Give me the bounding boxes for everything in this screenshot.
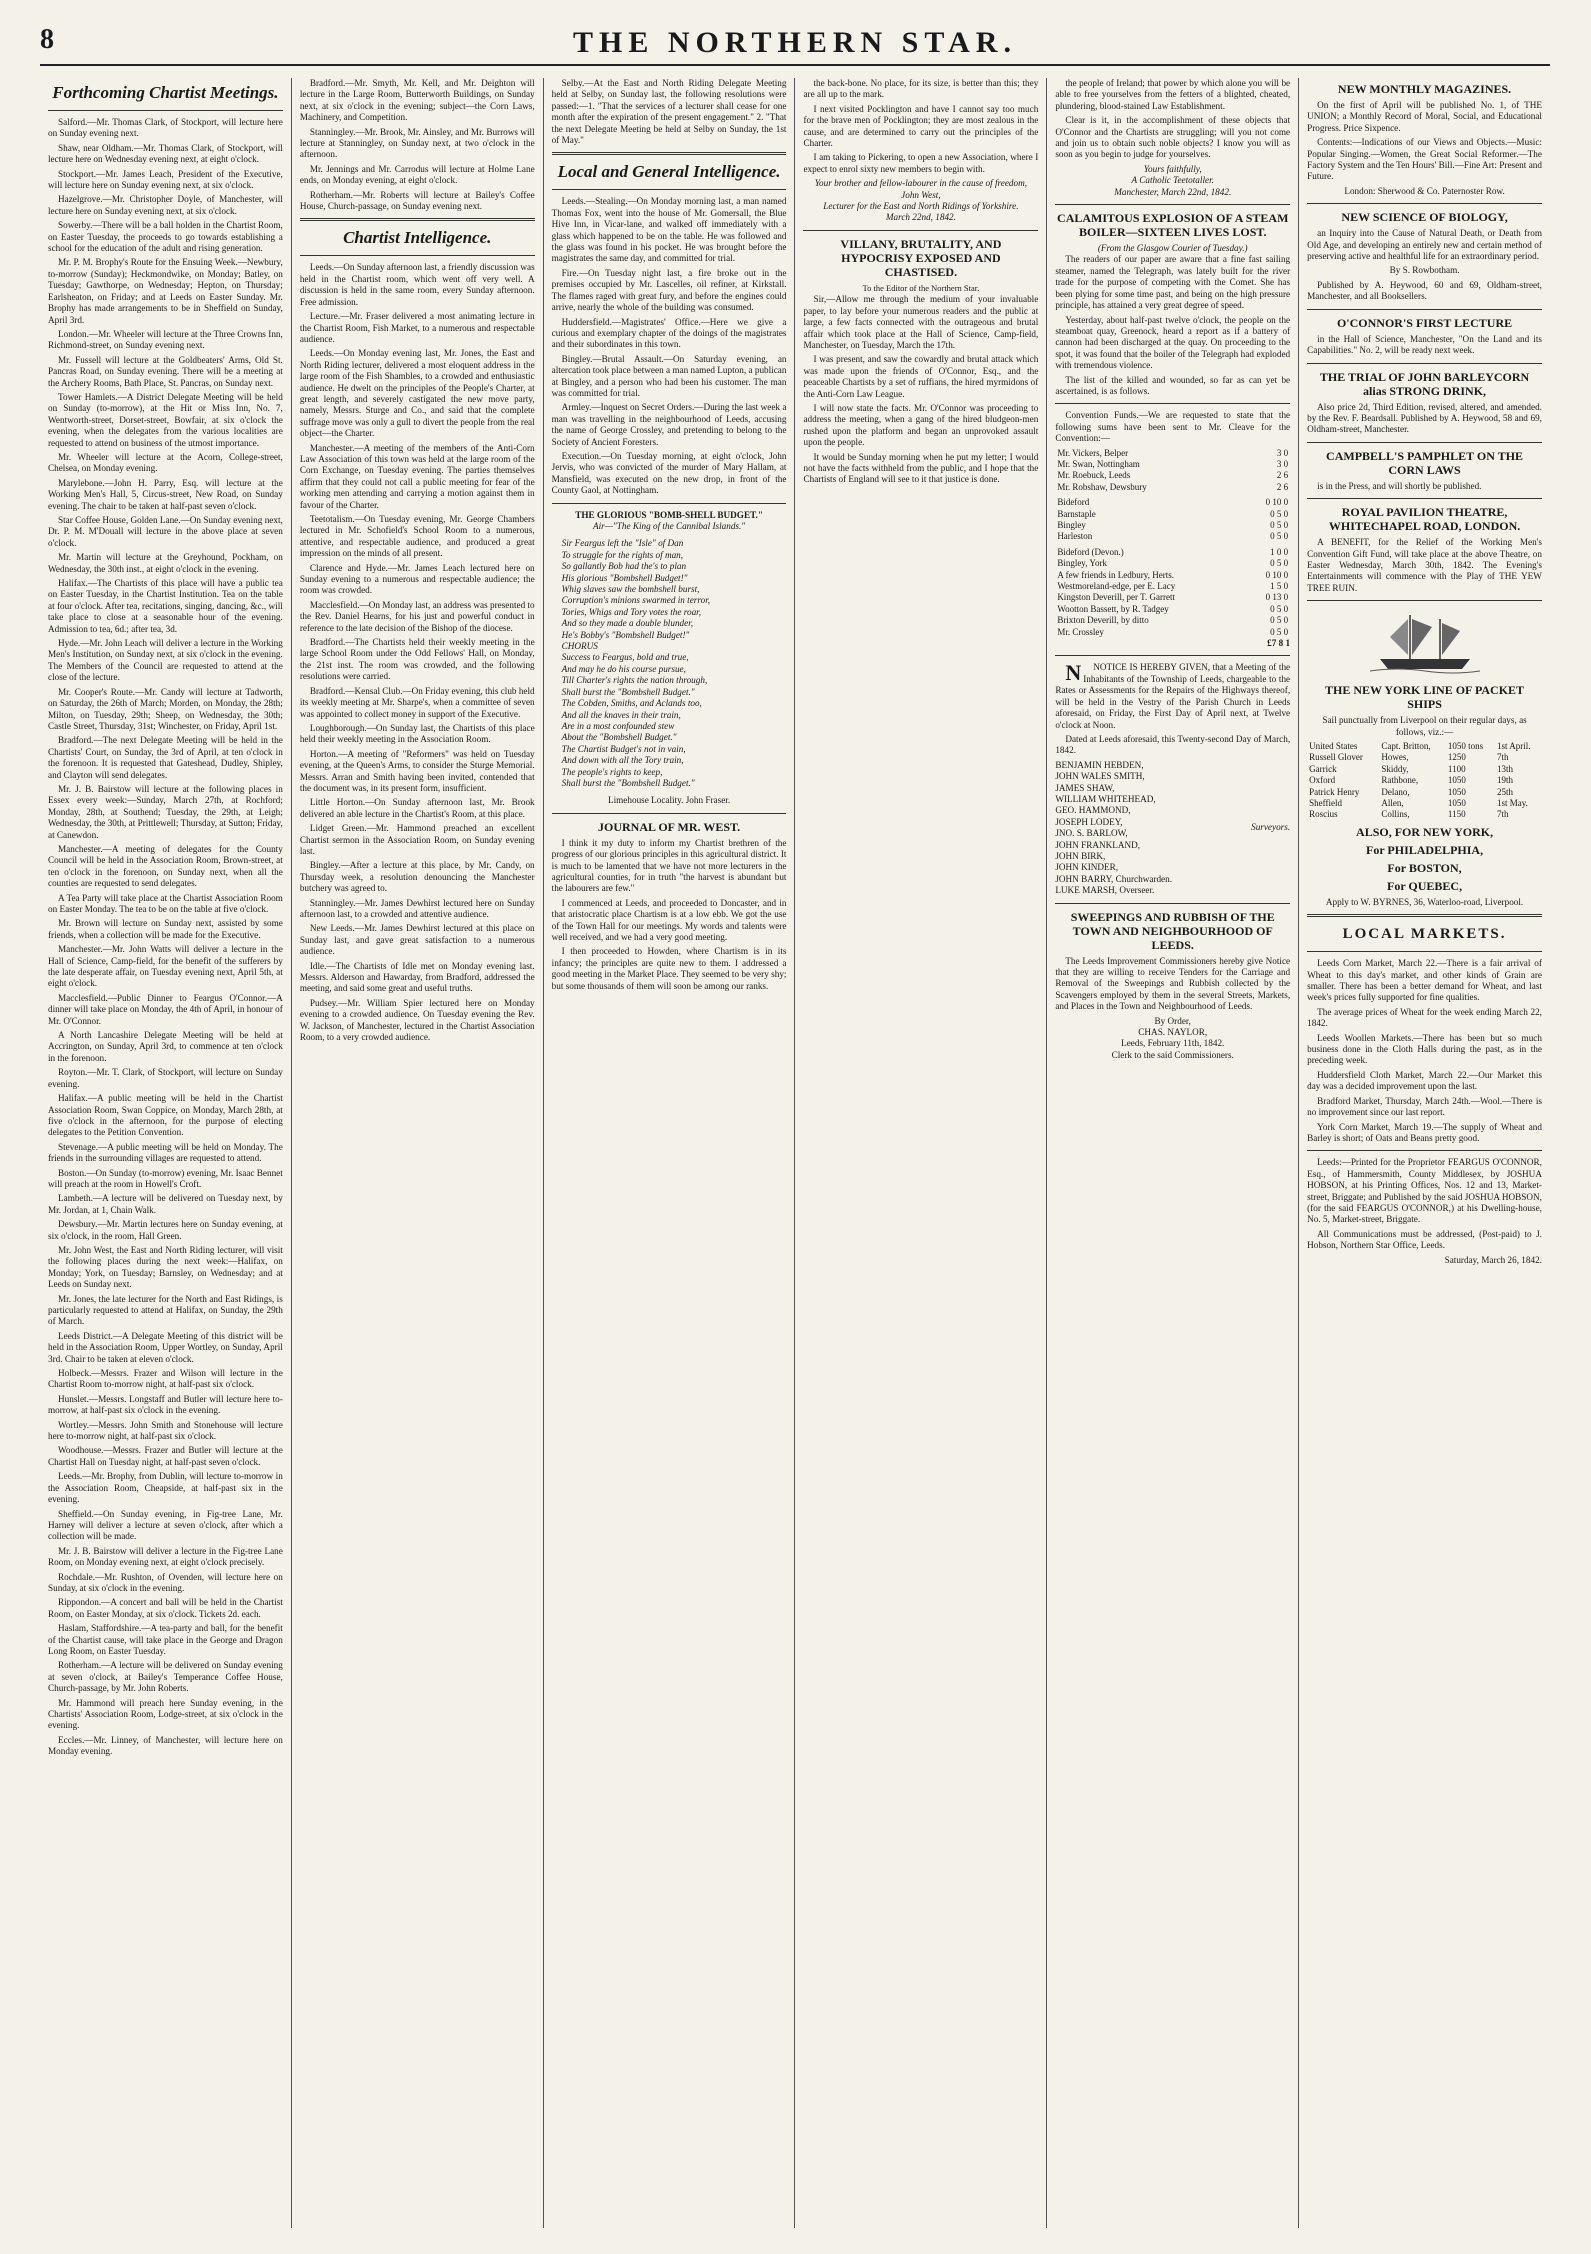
surveyor-name: JOHN WALES SMITH, [1055, 771, 1145, 782]
fund-row [1055, 497, 1290, 508]
section-heading: Local and General Intelligence. [557, 162, 781, 182]
letter-continued [1055, 78, 1290, 161]
meeting-notice: Manchester.—Mr. John Watts will deliver a lecture in the Hall of Science, Camp-field, for the benefit of the sufferers by the late desperate affair, on Tuesday evening next, April 5th, at eight o'clock. [48, 944, 283, 989]
meeting-notice: Woodhouse.—Messrs. Frazer and Butler will lecture at the Chartist Hall on Tuesday night, at half-past seven o'clock. [48, 1445, 283, 1467]
ship-captain: Capt. Britton, [1381, 740, 1431, 751]
fund-row [1055, 520, 1290, 531]
ship-row [1307, 752, 1542, 763]
intelligence-item: Little Horton.—On Sunday afternoon last, Mr. Brook delivered an able lecture in the Chartist's Room, at this place. [299, 797, 535, 819]
meeting-notice: Rotherham.—Mr. Roberts will lecture at Bailey's Coffee House, Church-passage, on Sunday evening next. [299, 189, 535, 212]
meeting-notice: Haslam, Staffordshire.—A tea-party and ball, for the benefit of the Chartist cause, will take place in the George and Dragon Long Room, on Easter Tuesday. [48, 1623, 283, 1656]
fund-name: A few friends in Ledbury, Herts. [1057, 569, 1174, 580]
ship-row [1307, 787, 1542, 798]
poem-line: Whig slaves saw the bombshell burst, [561, 584, 700, 595]
fund-row [1055, 558, 1290, 569]
surveyor-name: LUKE MARSH, Overseer. [1055, 885, 1155, 896]
ship-tons: 1050 [1447, 798, 1466, 808]
ship-row [1307, 775, 1542, 786]
meeting-notice: Mr. P. M. Brophy's Route for the Ensuing Week.—Newbury, to-morrow (Sunday); Heckmondwike, on Monday; Batley, on Tuesday; Gawthorpe, on Wednesday; Hepton, on Thursday; Earlsheaton, on Friday; and at Leeds on Easter Sunday. Mr. Brophy has made arrangements to be in Sheffield on Sunday, April 3rd. [48, 257, 283, 325]
market-report: Leeds Corn Market, March 22.—There is a fair arrival of Wheat to this day's market, and other kinds of Grain are smaller. There has been a better demand for Wheat, and last week's prices fully supported for fine qualities. [1307, 958, 1542, 1003]
fund-amount: 0 13 0 [1265, 592, 1289, 603]
section-heading: Chartist Intelligence. [343, 228, 492, 248]
intelligence-item: Stanningley.—Mr. James Dewhirst lectured here on Sunday afternoon last, to a crowded and attentive audience. [299, 897, 535, 919]
market-report: Bradford Market, Thursday, March 24th.—Wool.—There is no improvement since our last report. [1307, 1095, 1542, 1118]
meeting-notice: Macclesfield.—Public Dinner to Feargus O'Connor.—A dinner will take place on Monday, the 4th of April, in honour of Mr. O'Connor. [48, 992, 283, 1026]
ship-name: United States [1309, 740, 1358, 751]
poem-line: And all the knaves in their train, [561, 709, 681, 720]
poem-line: Shall burst the "Bombshell Budget." [561, 686, 695, 697]
poem-line: Tories, Whigs and Tory votes the roar, [561, 606, 702, 617]
masthead [40, 24, 1550, 66]
fund-amount: 0 5 0 [1270, 520, 1289, 530]
calamity-text [1055, 254, 1290, 397]
ship-icon [1370, 607, 1480, 677]
calamity-subheading: (From the Glasgow Courier of Tuesday.) [1097, 243, 1248, 254]
column-3 [544, 78, 796, 2228]
ships-table [1307, 741, 1542, 821]
local-intelligence-list [552, 196, 787, 496]
funds-table [1055, 547, 1290, 638]
funds-heading: Convention Funds.—We are requested to state that the following sums have been sent to Mr. Cleave for the Convention:— [1055, 410, 1291, 444]
poem-subtitle: Air—"The King of the Cannibal Islands." [592, 521, 746, 531]
local-item: Execution.—On Tuesday morning, at eight o'clock, John Jervis, who was convicted of the murder of Mary Hallam, at Mansfield, was executed on the new drop, in front of the County Gaol, at Nottingham. [551, 450, 787, 496]
fund-row [1055, 482, 1290, 493]
ship-date: 13th [1497, 763, 1514, 774]
meeting-notice: Shaw, near Oldham.—Mr. Thomas Clark, of Stockport, will lecture here on Wednesday evening next, at eight o'clock. [48, 142, 283, 165]
meeting-notice: Dewsbury.—Mr. Martin lectures here on Sunday evening, at six o'clock, in the room, Hall Green. [48, 1219, 283, 1241]
theatre-heading: ROYAL PAVILION THEATRE, WHITECHAPEL ROAD, LONDON. [1328, 505, 1521, 534]
fund-amount: 0 5 0 [1270, 603, 1289, 614]
poem-line: And down with all the Tory train, [561, 755, 684, 766]
fund-amount: 0 10 0 [1265, 497, 1289, 508]
ship-tons: 1250 [1447, 752, 1466, 763]
magazine-contents: Contents:—Indications of our Views and Objects.—Music: Popular Singing.—Women, the Great Social Reformer.—The Factory System and the Ten Hours' Bill.—Fine Art: Present and Future. [1307, 137, 1542, 182]
fund-row [1055, 448, 1290, 459]
meeting-notice: A North Lancashire Delegate Meeting will be held at Accrington, on Sunday, April 3rd, to commence at ten o'clock in the forenoon. [48, 1030, 283, 1063]
oconnor-heading: O'CONNOR'S FIRST LECTURE [1336, 315, 1513, 330]
fund-amount: 1 5 0 [1270, 581, 1289, 592]
ship-row [1307, 809, 1542, 820]
villany-subheading: To the Editor of the Northern Star. [862, 282, 980, 293]
poem-line: Corruption's minions swarmed in terror, [561, 595, 711, 606]
intelligence-item: Teetotalism.—On Tuesday evening, Mr. George Chambers lectured in Mr. Schofield's School Room to a numerous, attentive, and respectable audience, and produced a great impression on the minds of all present. [299, 514, 535, 559]
fund-amount: 0 5 0 [1270, 615, 1289, 626]
fund-name: Barnstaple [1057, 508, 1096, 519]
meeting-notice: Mr. Jennings and Mr. Carrodus will lecture at Holme Lane ends, on Monday evening, at eight o'clock. [299, 163, 535, 186]
fund-name: Mr. Vickers, Belper [1057, 447, 1129, 458]
surveyor-name: GEO. HAMMOND, [1055, 805, 1131, 816]
notice-heading: NOTICE IS HEREBY GIVEN, [1093, 662, 1210, 673]
news-paragraph: The list of the killed and wounded, so far as can yet be ascertained, is as follows. [1055, 374, 1291, 396]
imprint-note: All Communications must be addressed, (Post-paid) to J. Hobson, Northern Star Office, Leeds. [1307, 1228, 1542, 1251]
imprint: Leeds:—Printed for the Proprietor FEARGUS O'CONNOR, Esq., of Hammersmith, County Middlesex, by JOSHUA HOBSON, at his Printing Offices, Nos. 12 and 13, Market-street, Briggate; and Published by the said JOSHUA HOBSON, (for the said FEARGUS O'CONNOR,) at his Dwelling-house, No. 5, Market-street, Briggate. [1307, 1157, 1542, 1225]
letter-paragraph: It would be Sunday morning when he put my letter; I would not have the facts withheld from the public, and I hope that the Chartists of England will see to it that justice is done. [803, 451, 1039, 485]
meeting-notice: Bradford.—The next Delegate Meeting will be held in the Chartists' Court, on Sunday, the 3rd of April, at ten o'clock in the forenoon. It is requested that Gateshead, Dudley, Shipley, and Clayton will send delegates. [48, 735, 283, 780]
surveyor-name: JOHN KINDER, [1055, 862, 1119, 873]
ship-tons: 1050 tons [1447, 740, 1484, 751]
intelligence-item: Selby.—At the East and North Riding Delegate Meeting held at Selby, on Sunday last, the following resolutions were passed:—1. "That the services of a lecturer shall cease for one month after the expiration of the present engagement." 2. "That the next Delegate Meeting be held at Selby on Sunday, the 1st of May." [551, 78, 787, 146]
poem-line: Sir Feargus left the "Isle" of Dan [561, 538, 684, 549]
poem-author: Limehouse Locality. John Fraser. [608, 795, 731, 806]
meetings-list [48, 117, 283, 1758]
trial-text: Also price 2d, Third Edition, revised, altered, and amended. by the Rev. F. Beardsall. Published by A. Heywood, 58 and 69, Oldham-street, Manchester. [1307, 401, 1542, 435]
fund-amount: 0 5 0 [1270, 508, 1289, 519]
notice-text: that a Meeting of the Inhabitants of the Township of Leeds, chargeable to the Rates or Assessments for the Repairs of the Highways thereof, will be held in the Vestry of the Parish Church in Leeds aforesaid, on Friday, the First Day of April next, at Twelve o'clock at Noon. [1055, 662, 1291, 730]
poem-line: Are in a most confounded stew [561, 720, 675, 731]
biology-publisher: Published by A. Heywood, 60 and 69, Oldham-street, Manchester, and all Booksellers. [1307, 279, 1542, 302]
ship-date: 25th [1497, 786, 1514, 797]
letter-paragraph: Clear is it, in the accomplishment of these objects that O'Connor and the Chartists are struggling; will you not come and join us to obtain such noble objects? I know you will as soon as you begin to judge for yourselves. [1055, 115, 1291, 160]
fund-row [1055, 581, 1290, 592]
letter-paragraph: the back-bone. No place, for its size, is better than this; they are all up to the mark. [803, 78, 1039, 100]
quebec-heading: For QUEBEC, [1386, 878, 1463, 893]
letter-paragraph: Sir,—Allow me through the medium of your invaluable paper, to lay before your numerous readers and the public at large, a few facts connected with the outrageous and brutal affair which took place at the Hall of Science, Camp-field, Manchester, on Tuesday, March the 17th. [803, 294, 1039, 350]
intelligence-item: Bradford.—The Chartists held their weekly meeting in the large School Room under the Odd Fellows' Hall, on Monday, the 21st inst. The room was crowded, and the following resolutions were carried. [299, 637, 535, 682]
meeting-notice: Rochdale.—Mr. Rushton, of Ovenden, will lecture here on Sunday, at six o'clock in the evening. [48, 1571, 283, 1593]
news-paragraph: Yesterday, about half-past twelve o'clock, the people on the steamboat quay, Greenock, heard a report as if a battery of cannon had been discharged at the quay. On proceeding to the spot, it was found that the boiler of the Telegraph had exploded with tremendous violence. [1055, 314, 1291, 371]
meeting-notice: Rotherham.—A lecture will be delivered on Sunday evening at seven o'clock, at Bailey's Temperance Coffee House, Church-passage, by Mr. John Roberts. [48, 1660, 283, 1694]
campbell-text: is in the Press, and will shortly be published. [1317, 480, 1482, 491]
meeting-notice: Eccles.—Mr. Linney, of Manchester, will lecture here on Monday evening. [48, 1734, 283, 1757]
intelligence-item: Bingley.—After a lecture at this place, by Mr. Candy, on Thursday week, a resolution denouncing the Manchester butchery was agreed to. [299, 860, 535, 894]
packet-subheading: Sail punctually from Liverpool on their regular days, as follows, viz.:— [1322, 715, 1527, 737]
ship-name: Oxford [1309, 775, 1336, 786]
markets-heading: LOCAL MARKETS. [1342, 926, 1507, 943]
fund-amount: 1 0 0 [1270, 546, 1289, 557]
fund-amount: 2 6 [1276, 481, 1289, 492]
column-5: the people of Ireland; that power by which alone you will be able to free yourselves from the fetters of a blighted, cheated, plundering, blood-stained Law Establishment. Clear is it, in the accomplishment of these objects that O'Connor and the Chartists are struggling; will you not come and join us to obtain such noble objects? I know you will as soon as you begin to judge for yourselves. Yours faithfully, A Catholic Teetotaller. Manchester, March 22nd, 1842. CALAMITOUS EXPLOSION OF A STEAM BOILER—SIXTEEN LIVES LOST. (From the Glasgow Courier of Tuesday.) The readers of our paper are aware that a fine fast sailing steamer, named the Telegraph, was lately built for the river trade for the purpose of competing with the Comet. She has been plying for some time past, and being on the high pressure principle, has attained a very great degree of speed. Yesterday, about half-past twelve o'clock, the people on the steamboat quay, Greenock, heard a report as if a battery of cannon had been discharged at the quay. On proceeding to the spot, it was found that the boiler of the Telegraph had exploded with tremendous violence. The list of the killed and wounded, so far as can yet be ascertained, is as follows. Convention Funds.—We are requested to state that the following sums have been sent to Mr. Cleave for the Convention:— Mr. Vickers, Belper 3 0 Mr. Swan, Nottingham 3 0 Mr. Roebuck, Leeds 2 6 Mr. Robshaw, Dewsbury 2 6 Bideford 0 10 0 Barnstaple 0 5 0 Bingley 0 5 0 Harleston 0 5 0 Bideford (Devon.) 1 0 0 Bingley, York 0 5 0 A few friends in Ledbury, Herts. 0 10 0 Westmoreland-edge, per E. Lacy 1 5 0 Kingston Deverill, per T. Garrett 0 13 0 Wootton Bassett, by R. Tadgey 0 5 0 Brixton Deverill, by ditto 0 5 0 Mr. Crossley 0 5 0 £7 8 1 N NOTICE IS HEREBY GIVEN, that a Meeting of the Inhabitants of the Township of Leeds, chargeable to the Rates or Assessments for the Repairs of the Highways thereof, will be held in the Vestry of the Parish Church in Leeds aforesaid, on Friday, the First Day of April next, at Twelve o'clock at Noon. Dated at Leeds aforesaid, this Twenty-second Day of March, 1842. BENJAMIN HEBDEN, JOHN WALES SMITH, JAMES SHAW, WILLIAM WHITEHEAD, GEO. HAMMOND, JOSEPH LODEY, JNO. S. BARLOW, JOHN FRANKLAND, JOHN BIRK, JOHN KINDER, JOHN BARRY, Churchwarden. LUKE MARSH, Overseer. Surveyors. SWEEPINGS AND RUBBISH OF THE TOWN AND NEIGHBOURHOOD OF LEEDS. The Leeds Improvement Commissioners hereby give Notice that they are willing to receive Tenders for the Carriage and Removal of the Sweepings and Rubbish collected by the Scavengers employed by them in the several Streets, Markets, and Places in the Town and Neighbourhood of Leeds. By Order, CHAS. NAYLOR, Leeds, February 11th, 1842. Clerk to the said Commissioners. [1047, 78, 1299, 2228]
fund-name: Mr. Robshaw, Dewsbury [1057, 481, 1147, 492]
agent-address: Apply to W. BYRNES, 36, Waterloo-road, Liverpool. [1325, 896, 1524, 907]
ship-name: Patrick Henry [1309, 786, 1360, 797]
meeting-notice: Mr. J. B. Bairstow will lecture at the following places in Essex every week:—Sunday, March 27th, at Rochford; Monday, 28th, at Southend; Tuesday, the 29th, at Leigh; Wednesday, the 30th, at Prittlewell; Thursday, at Sutton; Friday, at Canewdon. [48, 783, 283, 840]
ship-tons: 1150 [1447, 809, 1466, 820]
local-item: Fire.—On Tuesday night last, a fire broke out in the premises occupied by Mr. Lascelles, oil refiner, at Kirkstall. The flames raged with great fury, and before the engines could arrive, nearly the whole of the building was consumed. [551, 267, 787, 313]
ship-date: 1st April. [1497, 740, 1531, 751]
ship-name: Russell Glover [1309, 752, 1363, 763]
surveyors-list [1055, 760, 1251, 897]
column-1 [40, 78, 292, 2228]
meeting-notice: Leeds District.—A Delegate Meeting of this district will be held in the Association Room, Upper Wortley, on Sunday, April 3rd. Chair to be taken at eleven o'clock. [48, 1330, 283, 1364]
ship-captain: Rathbone, [1381, 775, 1419, 786]
columns [40, 78, 1550, 2228]
ship-captain: Allen, [1381, 798, 1404, 808]
ny-heading: ALSO, FOR NEW YORK, [1356, 824, 1494, 839]
meeting-notice: Marylebone.—John H. Parry, Esq. will lecture at the Working Men's Hall, 5, Circus-street, New Road, on Sunday evening. The chair to be taken at half-past seven o'clock. [48, 477, 283, 511]
intelligence-list [300, 262, 535, 1043]
intelligence-item: Macclesfield.—On Monday last, an address was presented to the Rev. Daniel Hearns, for his just and powerful conduct in reference to the late decision of the Bishop of the diocese. [299, 599, 535, 633]
fund-row [1055, 627, 1290, 638]
poem-line: He's Bobby's "Bombshell Budget!" [561, 629, 690, 640]
journal-paragraph: I then proceeded to Howden, where Chartism is in its infancy; the principles are quite new to them. I addressed a good meeting in the Market Place. They seemed to be very shy; but some thousands of them will soon be among our ranks. [551, 946, 787, 991]
markets-list [1307, 958, 1542, 1144]
poem-line: Success to Feargus, bold and true, [561, 652, 689, 663]
meeting-notice: Mr. Hammond will preach here Sunday evening, in the Chartists' Association Room, Lodge-street, at six o'clock in the evening. [48, 1697, 283, 1731]
sweepings-signature: By Order, CHAS. NAYLOR, Leeds, February 11th, 1842. Clerk to the said Commissioners. [1111, 1015, 1234, 1060]
market-report: Huddersfield Cloth Market, March 22.—Our Market this day was a decided improvement upon the last. [1307, 1069, 1542, 1092]
poem-line: The Cobden, Smiths, and Aclands too, [561, 698, 702, 709]
selby-item [552, 78, 787, 146]
journal-paragraph: I commenced at Leeds, and proceeded to Doncaster, and in that aristocratic place Chartism is at a low ebb. We got the use of the Town Hall for our meetings. My words and talents were well received, and we had a very good meeting. [551, 897, 787, 942]
intelligence-item: New Leeds.—Mr. James Dewhirst lectured at this place on Sunday last, and gave great satisfaction to a numerous audience. [299, 923, 535, 957]
letter-paragraph: the people of Ireland; that power by which alone you will be able to free yourselves from the fetters of a blighted, cheated, plundering, blood-stained Law Establishment. [1055, 78, 1291, 111]
page-number: 8 [40, 24, 54, 55]
intelligence-item: Leeds.—On Sunday afternoon last, a friendly discussion was held in the Chartist room, which went off very well. A discussion is held in the same room, every Sunday afternoon. Free admission. [299, 262, 535, 307]
local-item: Leeds.—Stealing.—On Monday morning last, a man named Thomas Fox, went into the house of Mr. Gomersall, the Blue Hive Inn, in Vicar-lane, and walked off immediately with a glass which happened to be on the table. He was followed and the glass was found in his pocket. He was brought before the magistrates the same day, and committed for trial. [551, 196, 787, 264]
fund-name: Brixton Deverill, by ditto [1057, 615, 1149, 626]
villany-text [803, 294, 1038, 486]
market-report: The average prices of Wheat for the week ending March 22, 1842. [1307, 1006, 1542, 1029]
boston-heading: For BOSTON, [1387, 860, 1462, 875]
meeting-notice: Mr. Martin will lecture at the Greyhound, Pockham, on Wednesday, the 30th inst., at eight o'clock in the evening. [48, 552, 283, 574]
fund-name: Bideford [1057, 497, 1090, 508]
meeting-notice: Hyde.—Mr. John Leach will deliver a lecture in the Working Men's Institution, on Sunday next, at six o'clock in the evening. The Members of the Council are requested to attend at the close of the lecture. [48, 638, 283, 683]
letter-paragraph: I was present, and saw the cowardly and brutal attack which was made upon the friends of O'Connor, Esq., and the peaceable Chartists by a set of ruffians, the hired myrmidons of the Anti-Corn Law League. [803, 354, 1039, 399]
meeting-notice: Holbeck.—Messrs. Frazer and Wilson will lecture in the Chartist Room to-morrow night, at half-past six o'clock. [48, 1368, 283, 1390]
letter-paragraph: I am taking to Pickering, to open a new Association, where I expect to enrol sixty new members to begin with. [803, 152, 1039, 174]
surveyor-name: JOSEPH LODEY, [1055, 816, 1123, 827]
calamity-heading: CALAMITOUS EXPLOSION OF A STEAM BOILER—SIXTEEN LIVES LOST. [1057, 211, 1289, 240]
meeting-notice: Manchester.—A meeting of delegates for the County Council will be held in the Association Room, Brown-street, at ten o'clock in the forenoon, on Sunday next, when all the counties are requested to send delegates. [48, 843, 283, 889]
ship-name: Roscius [1309, 809, 1338, 820]
ship-tons: 1100 [1447, 763, 1466, 774]
magazine-heading: NEW MONTHLY MAGAZINES. [1337, 82, 1512, 96]
ship-name: Garrick [1309, 763, 1337, 774]
meeting-notice: Salford.—Mr. Thomas Clark, of Stockport, will lecture here on Sunday evening next. [48, 117, 283, 139]
ship-captain: Skiddy, [1381, 763, 1409, 774]
surveyor-name: BENJAMIN HEBDEN, [1055, 759, 1144, 770]
intelligence-item: Loughborough.—On Sunday last, the Chartists of this place held their weekly meeting in the Association Room. [299, 722, 535, 745]
ship-tons: 1050 [1447, 775, 1466, 786]
letter-signature: Yours faithfully, A Catholic Teetotaller. Manchester, March 22nd, 1842. [1114, 163, 1232, 197]
biology-text: an Inquiry into the Cause of Natural Death, or Death from Old Age, and developing an entirely new and certain method of preserving active and healthful life for an extraordinary period. [1307, 228, 1542, 262]
meeting-notice: Leeds.—Mr. Brophy, from Dublin, will lecture to-morrow in the Association Room, Cheapside, at half-past six in the evening. [48, 1471, 283, 1505]
intelligence-item: Lecture.—Mr. Fraser delivered a most animating lecture in the Chartist Room, Fish Market, to a numerous and respectable audience. [299, 311, 535, 344]
meeting-notice: Lambeth.—A lecture will be delivered on Tuesday next, by Mr. Jordan, at 1, Chain Walk. [48, 1193, 283, 1215]
meetings-list-continued [300, 78, 535, 212]
fund-amount: 2 6 [1276, 470, 1289, 481]
sweepings-text: The Leeds Improvement Commissioners hereby give Notice that they are willing to receive Tenders for the Carriage and Removal of the Sweepings and Rubbish collected by the Scavengers employed by them in the several Streets, Markets, and Places in the Town and Neighbourhood of Leeds. [1055, 955, 1291, 1012]
fund-amount: 0 5 0 [1270, 626, 1289, 637]
meeting-notice: Hazelgrove.—Mr. Christopher Doyle, of Manchester, will lecture here on Sunday evening next, at six o'clock. [48, 194, 283, 216]
fund-row [1055, 570, 1290, 581]
ship-date: 7th [1497, 809, 1509, 820]
intelligence-item: Idle.—The Chartists of Idle met on Monday evening last. Messrs. Alderson and Hawarday, from Bradford, addressed the meeting, and said some great and useful truths. [299, 960, 535, 994]
meeting-notice: Mr. J. B. Bairstow will deliver a lecture in the Fig-tree Lane Room, on Monday evening next, at eight o'clock precisely. [48, 1545, 283, 1568]
meeting-notice: Star Coffee House, Golden Lane.—On Sunday evening next, Dr. P. M. M'Douall will lecture in the above place at seven o'clock. [48, 515, 283, 548]
meeting-notice: London.—Mr. Wheeler will lecture at the Three Crowns Inn, Richmond-street, on Sunday evening next. [48, 328, 283, 351]
poem-line: Shall burst the "Bombshell Budget." [561, 777, 695, 788]
fund-name: Kingston Deverill, per T. Garrett [1057, 592, 1175, 603]
fund-row [1055, 470, 1290, 481]
magazine-publisher: London: Sherwood & Co. Paternoster Row. [1344, 185, 1505, 196]
intelligence-item: Clarence and Hyde.—Mr. James Leach lectured here on Sunday evening to a numerous and respectable audience; the room was crowded. [299, 562, 535, 596]
fund-name: Mr. Crossley [1057, 626, 1104, 637]
sweepings-heading: SWEEPINGS AND RUBBISH OF THE TOWN AND NEIGHBOURHOOD OF LEEDS. [1070, 909, 1275, 952]
ship-row [1307, 741, 1542, 752]
surveyor-name: JOHN BARRY, Churchwarden. [1055, 873, 1173, 884]
intelligence-item: Manchester.—A meeting of the members of the Anti-Corn Law Association of this town was held at the large room of the Corn Exchange, on Tuesday evening. The parties themselves affirm that they could not call a public meeting for fear of the working men attending and carrying a motion against them in favour of the Charter. [299, 442, 535, 510]
fund-name: Wootton Bassett, by R. Tadgey [1057, 603, 1169, 614]
meeting-notice: A Tea Party will take place at the Chartist Association Room on Easter Monday. The tea to be on the table at five o'clock. [48, 892, 283, 914]
oconnor-text: in the Hall of Science, Manchester, "On the Land and its Capabilities." No. 2, will be ready next week. [1307, 333, 1542, 356]
meeting-notice: Tower Hamlets.—A District Delegate Meeting will be held on Sunday (to-morrow), at the Hit or Miss Inn, No. 7, Wentworth-street, Dorset-street, Bowfair, at six o'clock the evening, when the delegates from the various localities are requested to attend on business of the utmost importance. [48, 391, 283, 448]
fund-row [1055, 604, 1290, 615]
meeting-notice: Stevenage.—A public meeting will be held on Monday. The friends in the surrounding villages are requested to attend. [48, 1141, 283, 1164]
ship-date: 1st May. [1497, 798, 1528, 808]
fund-row [1055, 615, 1290, 626]
fund-amount: 3 0 [1276, 447, 1289, 458]
meeting-notice: Mr. Fussell will lecture at the Goldbeaters' Arms, Old St. Pancras Road, on Sunday evening. There will be a meeting at the Archery Rooms, Bath Place, St. Pancras, on Sunday next. [48, 354, 283, 388]
meeting-notice: Stockport.—Mr. James Leach, President of the Executive, will lecture here on Sunday evening next, at six o'clock. [48, 168, 283, 191]
meeting-notice: Bradford.—Mr. Smyth, Mr. Kell, and Mr. Deighton will lecture in the Large Room, Butterworth Buildings, on Sunday next, at six o'clock in the evening; subject—the Corn Laws, Machinery, and Competition. [299, 78, 535, 123]
fund-row [1055, 459, 1290, 470]
surveyor-name: WILLIAM WHITEHEAD, [1055, 793, 1156, 804]
philly-heading: For PHILADELPHIA, [1365, 842, 1484, 857]
poem-line: The Chartist Budget's not in vain, [561, 743, 686, 754]
intelligence-item: Pudsey.—Mr. William Spier lectured here on Monday evening to a crowded audience. On Tuesday evening the Rev. W. Jackson, of Manchester, lectured in the Chartist Association Room, to a very crowded audience. [299, 997, 535, 1043]
market-report: Leeds Woollen Markets.—There has been but so much business done in the Cloth Halls during the past, as in the preceding week. [1307, 1032, 1542, 1066]
letter-signoff: Your brother and fellow-labourer in the cause of freedom, John West, Lecturer for the East and North Ridings of Yorkshire. March 22nd, 1842. [814, 178, 1028, 223]
ship-captain: Delano, [1381, 786, 1410, 797]
surveyor-name: JNO. S. BARLOW, [1055, 828, 1128, 839]
ship-captain: Collins, [1381, 809, 1410, 820]
fund-name: Harleston [1057, 531, 1093, 542]
intelligence-item: Leeds.—On Monday evening last, Mr. Jones, the East and North Riding lecturer, delivered a most eloquent address in the large room of the Fish Shambles, to a crowded and enthusiastic audience. He dwelt on the principles of the People's Charter, at great length, and severely castigated the new move party, namely, Messrs. Sturge and Co., and said that the complete suffrage move was only a gull to divert the people from the real object—the Charter. [299, 348, 535, 439]
letter-continued [803, 78, 1038, 175]
letter-paragraph: I will now state the facts. Mr. O'Connor was proceeding to address the meeting, when a gang of the hired bludgeon-men rushed upon the platform and began an unprovoked assault upon the people. [803, 402, 1039, 448]
meeting-notice: Royton.—Mr. T. Clark, of Stockport, will lecture on Sunday evening. [48, 1067, 283, 1089]
poem-line: Till Charter's rights the nation through, [561, 675, 708, 686]
poem-line: And so they made a double blunder, [561, 618, 694, 629]
poem-line: The people's rights to keep, [561, 766, 663, 777]
poem-line: To struggle for the rights of man, [561, 549, 684, 560]
column-6 [1299, 78, 1550, 2228]
meeting-notice: Stanningley.—Mr. Brook, Mr. Ainsley, and Mr. Burrows will lecture at Stanningley, on Sunday next, at two o'clock in the afternoon. [299, 126, 535, 160]
local-item: Bingley.—Brutal Assault.—On Saturday evening, an altercation took place between a man named Lupton, a publican at Bingley, and a person who had been his customer. The man was committed for trial. [551, 353, 787, 398]
funds-table [1055, 497, 1290, 543]
intelligence-item: Bradford.—Kensal Club.—On Friday evening, this club held its weekly meeting at Mr. Sharpe's, when a committee of seven was appointed to collect money in support of the Executive. [299, 685, 535, 719]
meeting-notice: Halifax.—The Chartists of this place will have a public tea on Easter Tuesday, in the Chartist Institution. Tea on the table at four o'clock. After tea, recitations, singing, dancing, &c., will take place to close at a seasonable hour of the evening. Admission to tea, 6d.; after tea, 3d. [48, 578, 283, 634]
meeting-notice: Rippondon.—A concert and ball will be held in the Chartist Room, on Easter Monday, at six o'clock. Tickets 2d. each. [48, 1597, 283, 1619]
issue-date: Saturday, March 26, 1842. [1444, 1254, 1542, 1265]
meeting-notice: Mr. Brown will lecture on Sunday next, assisted by some friends, when a collection will be made for the Executive. [48, 918, 283, 940]
meeting-notice: Wortley.—Messrs. John Smith and Stonehouse will lecture here to-morrow night, at half-past six o'clock. [48, 1419, 283, 1442]
meeting-notice: Boston.—On Sunday (to-morrow) evening, Mr. Isaac Bennet will preach at the room in Howell's Croft. [48, 1167, 283, 1189]
poem-line: And may he do his course pursue, [561, 663, 686, 674]
campbell-heading: CAMPBELL'S PAMPHLET ON THE CORN LAWS [1326, 448, 1524, 477]
journal-text [552, 838, 787, 992]
funds-total: £7 8 1 [1267, 638, 1291, 649]
ship-name: Sheffield [1309, 798, 1342, 808]
villany-heading: VILLANY, BRUTALITY, AND HYPOCRISY EXPOSED AND CHASTISED. [840, 236, 1002, 279]
poem-lines [562, 538, 777, 789]
fund-name: Bingley, York [1057, 558, 1107, 569]
fund-amount: 0 5 0 [1270, 531, 1289, 542]
journal-heading: JOURNAL OF MR. WEST. [598, 819, 741, 834]
news-paragraph: The readers of our paper are aware that a fine fast sailing steamer, named the Telegraph, was lately built for the river trade for the purpose of competing with the Comet. She has been plying for some time past, and being on the high pressure principle, has attained a very great degree of speed. [1055, 254, 1291, 311]
market-report: York Corn Market, March 19.—The supply of Wheat and Barley is short; of Oats and Beans pretty good. [1307, 1121, 1542, 1143]
biology-heading: NEW SCIENCE OF BIOLOGY, [1341, 210, 1508, 225]
funds-table [1055, 448, 1290, 494]
letter-paragraph: I next visited Pocklington and have I cannot say too much for the brave men of Pocklington; they are most zealous in the cause, and are determined to carry out the principles of the Charter. [803, 103, 1039, 149]
ship-date: 7th [1497, 752, 1509, 763]
packet-heading: THE NEW YORK LINE OF PACKET SHIPS [1325, 683, 1525, 712]
section-heading: Forthcoming Chartist Meetings. [52, 83, 279, 102]
poem-line: CHORUS [561, 641, 598, 652]
local-item: Armley.—Inquest on Secret Orders.—During the last week a man was travelling in the neighbourhood of Leeds, accusing the name of George Crossley, and pretending to belong to the Society of Ancient Foresters. [551, 402, 787, 447]
poem-title: THE GLORIOUS "BOMB-SHELL BUDGET." [575, 509, 763, 520]
meeting-notice: Mr. Cooper's Route.—Mr. Candy will lecture at Tadworth, on Saturday, the 26th of March; Morden, on Monday, the 28th; Milton, on Tuesday, 29th; Sheep, on Wednesday, the 30th; Castle Street, Thursday, 31st; Winchester, on Friday, April 1st. [48, 686, 283, 731]
meeting-notice: Hunslet.—Messrs. Longstaff and Butler will lecture here to-morrow, at half-past six o'clock in the evening. [48, 1393, 283, 1416]
meeting-notice: Sowerby.—There will be a ball holden in the Chartist Room, on Easter Tuesday, the proceeds to go towards establishing a school for the education of the adult and rising generation. [48, 220, 283, 254]
poem-line: About the "Bombshell Budget." [561, 732, 677, 743]
meeting-notice: Mr. Wheeler will lecture at the Acorn, College-street, Chelsea, on Monday evening. [48, 451, 283, 474]
column-4 [795, 78, 1047, 2228]
poem-line: His glorious "Bombshell Budget!" [561, 572, 688, 583]
ship-row [1307, 764, 1542, 775]
fund-row [1055, 509, 1290, 520]
notice-date: Dated at Leeds aforesaid, this Twenty-second Day of March, 1842. [1055, 733, 1291, 756]
fund-row [1055, 531, 1290, 542]
ship-date: 19th [1497, 775, 1514, 786]
theatre-text: A BENEFIT, for the Relief of the Working Men's Convention Gift Fund, will take place at the above Theatre, on Easter Wednesday, March 30th, 1842. The Evening's Entertainments will commence with the Play of THE YEW TREE RUIN. [1307, 537, 1542, 593]
fund-row [1055, 592, 1290, 603]
fund-amount: 0 5 0 [1270, 558, 1289, 569]
surveyor-name: JOHN BIRK, [1055, 850, 1106, 861]
surveyor-name: JOHN FRANKLAND, [1055, 839, 1141, 850]
meeting-notice: Mr. Jones, the late lecturer for the North and East Ridings, is particularly requested to attend at Halifax, on Sunday, the 29th of March. [48, 1293, 283, 1327]
intelligence-item: Lidget Green.—Mr. Hammond preached an excellent Chartist sermon in the Association Room, on Sunday evening last. [299, 823, 535, 856]
ship-tons: 1050 [1447, 786, 1466, 797]
meeting-notice: Sheffield.—On Sunday evening, in Fig-tree Lane, Mr. Harney will deliver a lecture at seven o'clock, after which a collection will be made. [48, 1508, 283, 1542]
poem-line: So gallantly Bob had the's to plan [561, 561, 687, 572]
fund-row [1055, 547, 1290, 558]
fund-name: Bingley [1057, 520, 1086, 530]
journal-paragraph: I think it my duty to inform my Chartist brethren of the progress of our glorious principles in this agricultural district. It is much to be lamented that we have not more lecturers in the agricultural counties, for in truth "the harvest is abundant but the labourers are few." [551, 837, 787, 894]
trial-heading: THE TRIAL OF JOHN BARLEYCORN alias STRONG DRINK, [1319, 369, 1530, 398]
fund-amount: 0 10 0 [1265, 569, 1289, 580]
meeting-notice: Halifax.—A public meeting will be held in the Chartist Association Room, Swan Coppice, on Monday, March 28th, at five o'clock in the afternoon, for the purpose of electing delegates to the Petition Convention. [48, 1093, 283, 1138]
paper-title: THE NORTHERN STAR. [573, 26, 1017, 59]
column-2 [292, 78, 544, 2228]
fund-amount: 3 0 [1276, 458, 1289, 469]
magazine-text: On the first of April will be published No. 1, of THE UNION; a Monthly Record of Moral, Social, and Educational Progress. Price Sixpence. [1307, 100, 1542, 133]
meeting-notice: Mr. John West, the East and North Riding lecturer, will visit the following places during the next week:—Halifax, on Monday; York, on Tuesday; Barnsley, on Wednesday; and at Leeds on Sunday next. [48, 1244, 283, 1290]
ship-captain: Howes, [1381, 752, 1409, 763]
surveyors-label: Surveyors. [1251, 822, 1291, 833]
local-item: Huddersfield.—Magistrates' Office.—Here we give a curious and exemplary chapter of the doings of the magistrates and their subordinates in this town. [551, 316, 787, 350]
fund-name: Mr. Roebuck, Leeds [1057, 470, 1131, 481]
surveyor-name: JAMES SHAW, [1055, 782, 1115, 793]
fund-name: Bideford (Devon.) [1057, 546, 1124, 557]
fund-name: Westmoreland-edge, per E. Lacy [1057, 581, 1176, 592]
ship-row [1307, 798, 1542, 809]
intelligence-item: Horton.—A meeting of "Reformers" was held on Tuesday evening, at the Queen's Arms, to consider the Sturge Memorial. Messrs. Arran and Smith having been invited, contended that the document was, in its present form, insufficient. [299, 748, 535, 793]
biology-author: By S. Rowbotham. [1389, 265, 1460, 276]
fund-name: Mr. Swan, Nottingham [1057, 458, 1140, 469]
